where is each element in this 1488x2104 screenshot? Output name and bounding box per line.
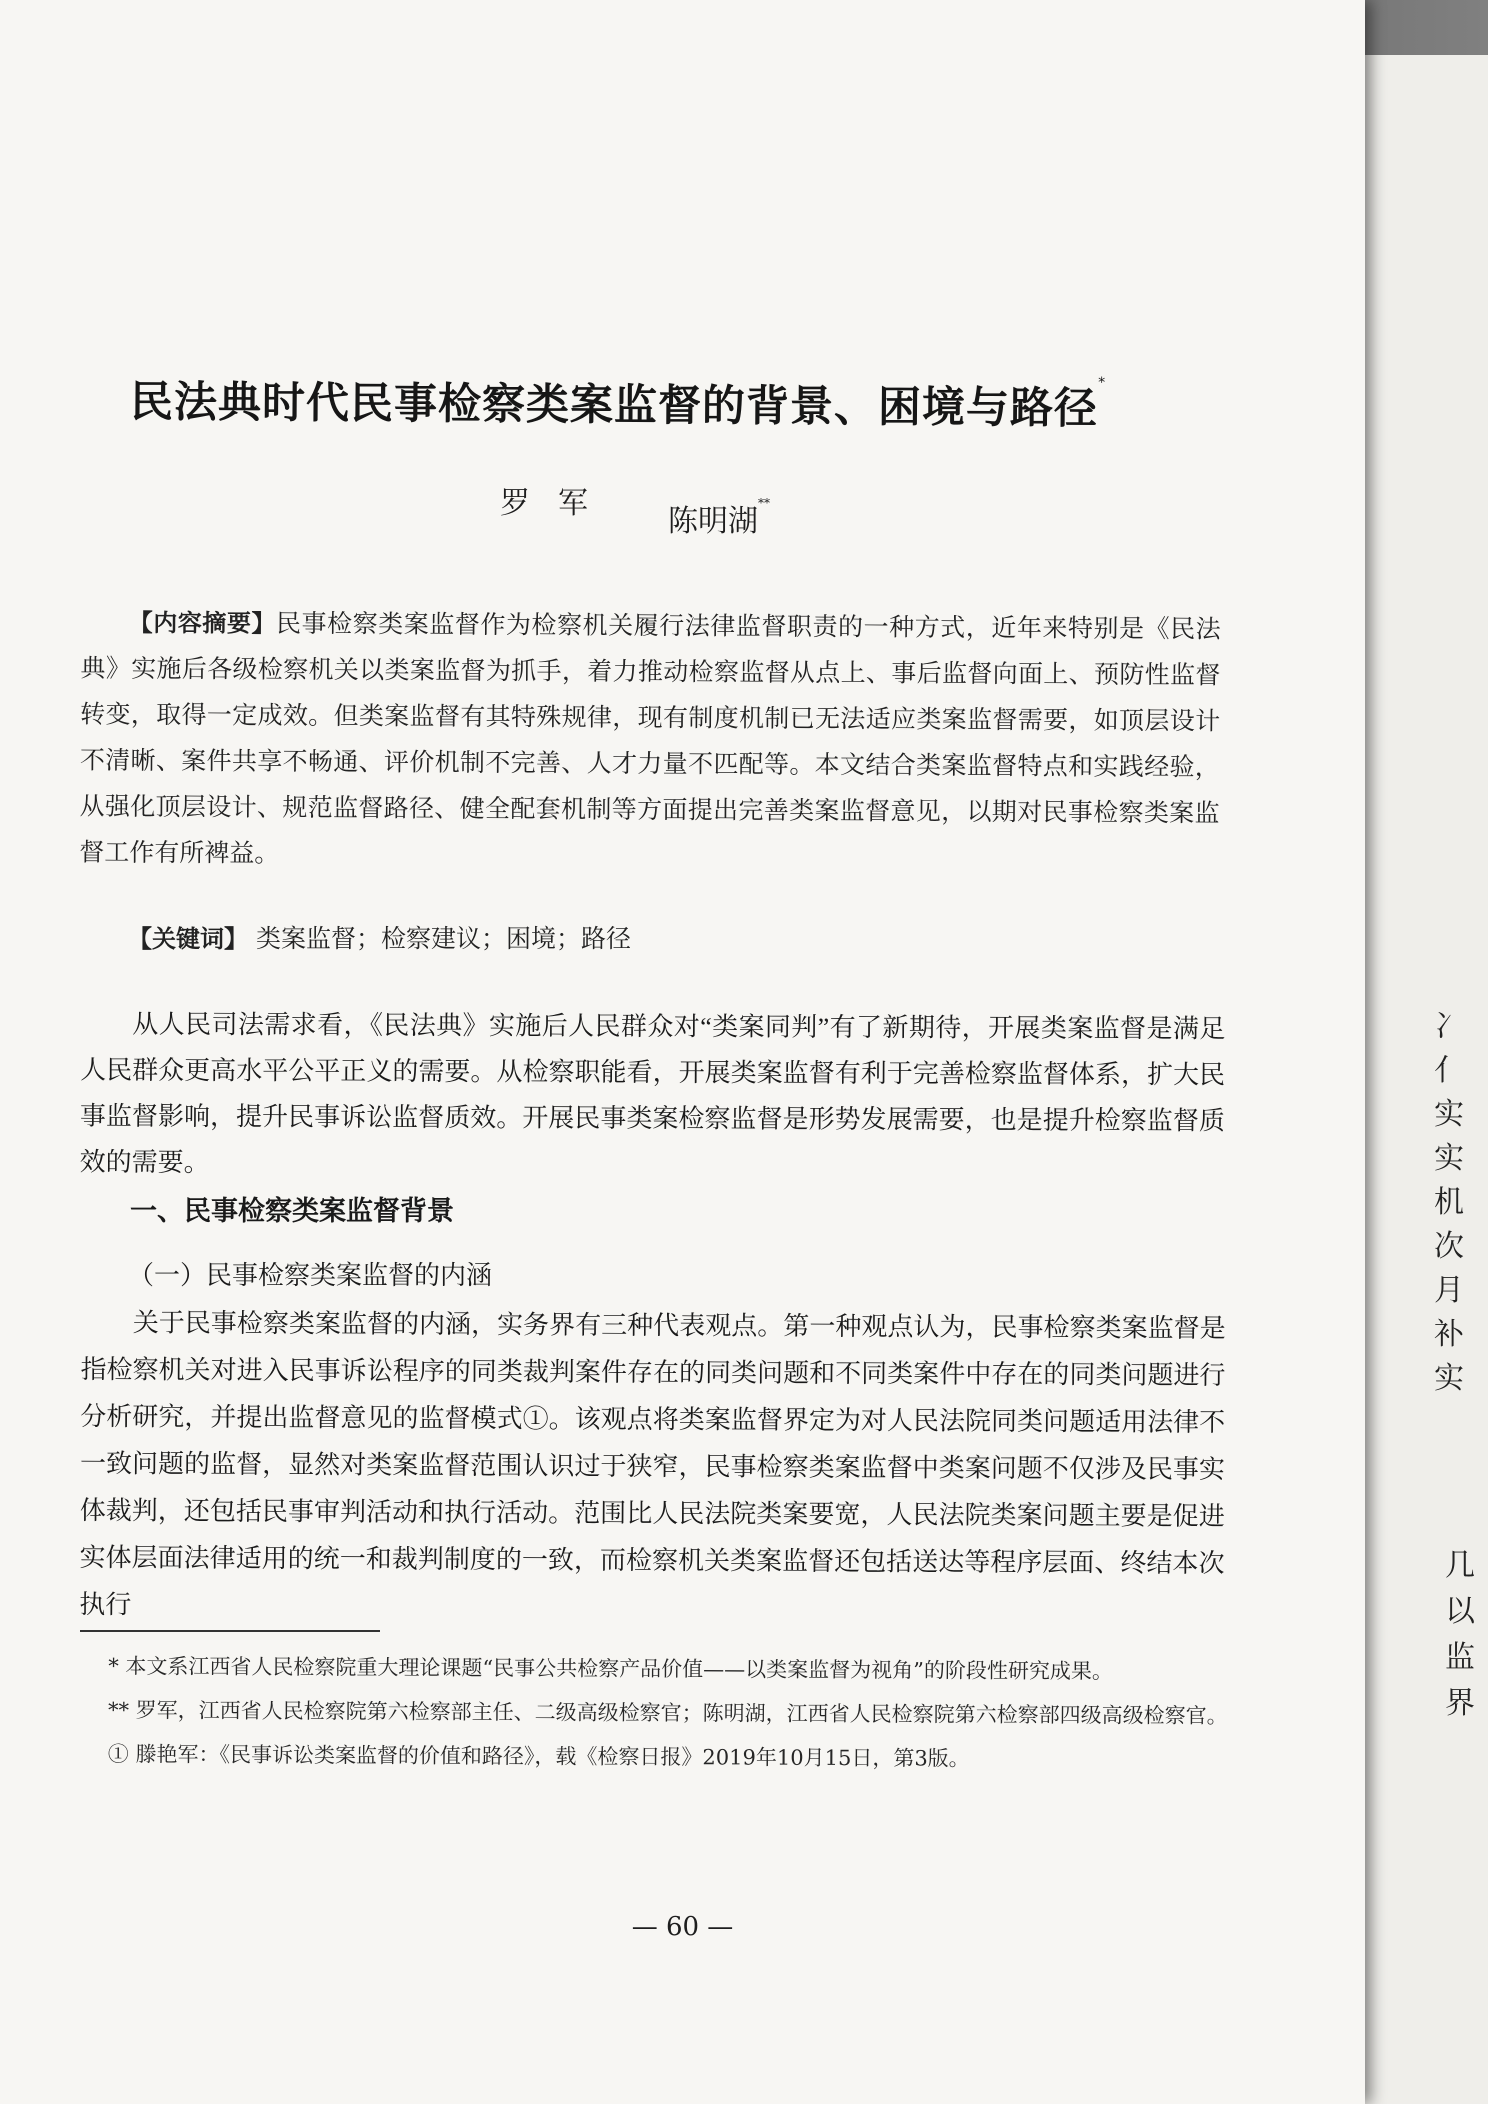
footnote-rule — [80, 1630, 380, 1632]
adjacent-tail-1: 几 — [1445, 1548, 1475, 1583]
footnote: * 本文系江西省人民检察院重大理论课题“民事公共检察产品价值——以类案监督为视角”的阶段性研究成果。 — [108, 1654, 1113, 1684]
author-luo-jun: 罗军 — [500, 486, 616, 521]
footnote: ① 滕艳军：《民事诉讼类案监督的价值和路径》，载《检察日报》2019年10月15日，第3版。 — [107, 1742, 970, 1771]
adjacent-page-glyphs: 冫 亻 实 实 机 次 月 补 实 — [1434, 1009, 1464, 1396]
intro-paragraph: 从人民司法需求看，《民法典》实施后人民群众对“类案同判”有了新期待，开展类案监督是满足人民群众更高水平公平正义的需要。从检察职能看，开展类案监督有利于完善检察监督体系，扩大民事监督影响，提升民事诉讼监督质效。开展民事类案检察监督是形势发展需要，也是提升检察监督质效的需要。 — [79, 1009, 1226, 1178]
adjacent-page — [1362, 55, 1488, 2104]
footnotes — [80, 1649, 1231, 1787]
page-number: — 60 — — [631, 1912, 734, 1942]
author-chen-minghu: 陈明湖** — [668, 496, 770, 539]
subsection-heading: （一）民事检察类案监督的内涵 — [128, 1261, 493, 1291]
abstract-tag: 【内容摘要】 — [128, 608, 277, 638]
article-title: 民法典时代民事检察类案监督的背景、困境与路径* — [129, 374, 1107, 434]
keywords — [128, 919, 1228, 955]
adjacent-tail-3: 监 — [1445, 1640, 1475, 1675]
section-heading: 一、民事检察类案监督背景 — [130, 1196, 454, 1227]
keywords-text: 类案监督；检察建议；困境；路径 — [255, 924, 631, 953]
footnote: ** 罗军，江西省人民检察院第六检察部主任、二级高级检察官；陈明湖，江西省人民检察院第六检察部四级高级检察官。 — [107, 1698, 1228, 1728]
abstract — [79, 600, 1221, 883]
body-paragraph: 关于民事检察类案监督的内涵，实务界有三种代表观点。第一种观点认为，民事检察类案监督是指检察机关对进入民事诉讼程序的同类裁判案件存在的同类问题和不同类案件中存在的同类问题进行分析研究，并提出监督意见的监督模式①。该观点将类案监督界定为对人民法院同类问题适用法律不一致问题的监督，显然对类案监督范围认识过于狭窄，民事检察类案监督中类案问题不仅涉及民事实体裁判，还包括民事审判活动和执行活动。范围比人民法院类案要宽，人民法院类案问题主要是促进实体层面法律适用的统一和裁判制度的一致，而检察机关类案监督还包括送达等程序层面、终结本次执行 — [79, 1308, 1226, 1620]
adjacent-tail-4: 界 — [1445, 1686, 1475, 1721]
adjacent-tail-2: 以 — [1445, 1594, 1475, 1629]
abstract-text: 民事检察类案监督作为检察机关履行法律监督职责的一种方式，近年来特别是《民法典》实施后各级检察机关以类案监督为抓手，着力推动检察监督从点上、事后监督向面上、预防性监督转变，取得一定成效。但类案监督有其特殊规律，现有制度机制已无法适应类案监督需要，如顶层设计不清晰、案件共享不畅通、评价机制不完善、人才力量不匹配等。本文结合类案监督特点和实践经验，从强化顶层设计、规范监督路径、健全配套机制等方面提出完善类案监督意见，以期对民事检察类案监督工作有所裨益。 — [79, 608, 1221, 868]
keywords-tag: 【关键词】 — [128, 925, 248, 953]
